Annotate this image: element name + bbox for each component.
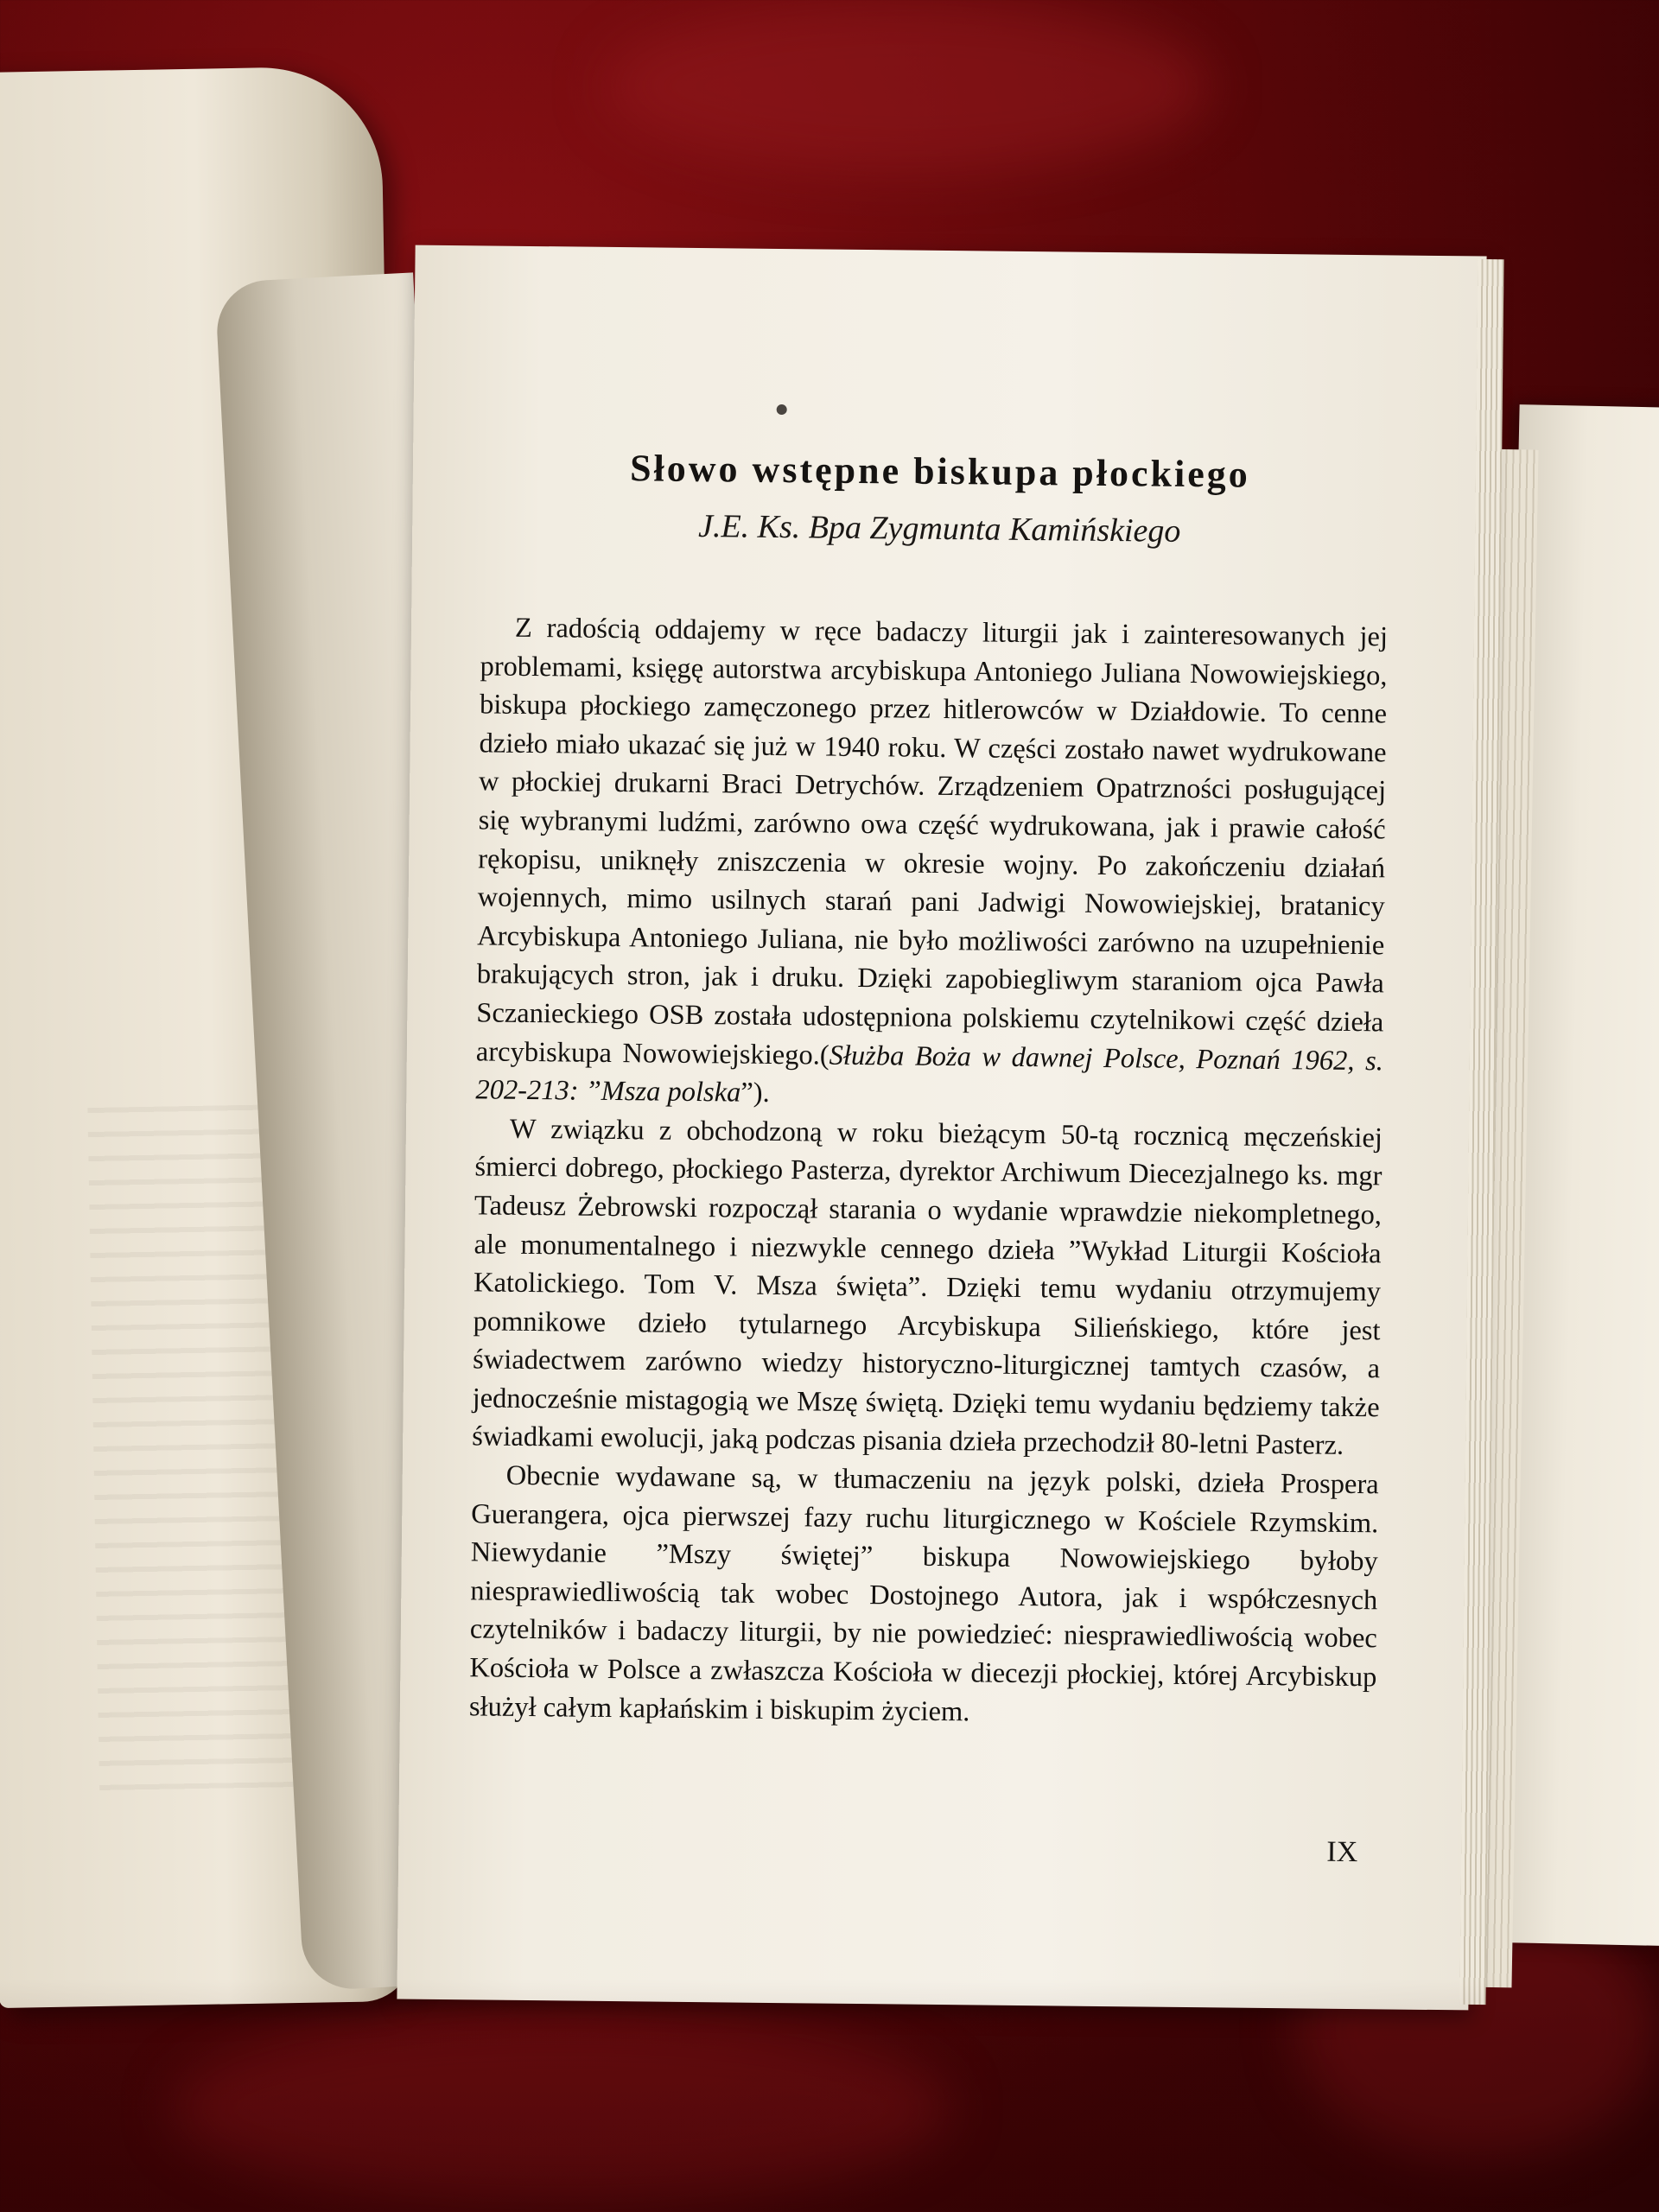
- paragraph-text: ”).: [741, 1077, 770, 1109]
- book-page: [397, 245, 1486, 2011]
- page-title: Słowo wstępne biskupa płockiego: [629, 447, 1251, 496]
- paragraph-text: Z radością oddajemy w ręce badaczy liturgii jak i zainteresowanych jej problemami, księgę autorstwa arcybiskupa Antoniego Juliana Nowowiejskiego, biskupa płockiego zamęczonego przez hitlerowców w Działdowie. To cenne dzieło miało ukazać się już w 1940 roku. W części zostało nawet wydrukowane w płockiej drukarni Braci Detrychów. Zrządzeniem Opatrzności posługującej się wybranymi ludźmi, zarówno owa część wydrukowana, jak i prawie całość rękopisu, uniknęły zniszczenia w okresie wojny. Po zakończeniu działań wojennych, mimo usilnych starań pani Jadwigi Nowowiejskiej, bratanicy Arcybiskupa Antoniego Juliana, nie było możliwości zarówno na uzupełnienie brakujących stron, jak i druku. Dzięki zapobiegliwym staraniom ojca Pawła Sczanieckiego OSB została udostępniona polskiemu czytelnikowi część dzieła arcybiskupa Nowowiejskiego.(: [475, 612, 1389, 1071]
- page-body: [469, 608, 1388, 1735]
- paragraph: W związku z obchodzoną w roku bieżącym 50-tą rocznicą męczeńskiej śmierci dobrego, płockiego Pasterza, dyrektor Archiwum Diecezjalnego ks. mgr Tadeusz Żebrowski rozpoczął starania o wydanie wprawdzie niekompletnego, ale monumentalnego i niezwykle cennego dzieła ”Wykład Liturgii Kościoła Katolickiego. Tom V. Msza święta”. Dzięki temu wydaniu otrzymujemy pomnikowe dzieło tytularnego Arcybiskupa Silieńskiego, które jest świadectwem zarówno wiedzy historyczno-liturgicznej tamtych czasów, a jednocześnie mistagogią we Mszę świętą. Dzięki temu wydaniu będziemy także świadkami ewolucji, jaką podczas pisania dzieła przechodził 80-letni Pasterz.: [472, 1113, 1383, 1462]
- fabric-highlight: [605, 0, 1210, 173]
- paragraph: Obecnie wydawane są, w tłumaczeniu na język polski, dzieła Prospera Guerangera, ojca pierwszej fazy ruchu liturgicznego w Kościele Rzymskim. Niewydanie ”Mszy świętej” biskupa Nowowiejskiego byłoby niesprawiedliwością tak wobec Dostojnego Autora, jak i współczesnych czytelników i badaczy liturgii, by nie powiedzieć: niesprawiedliwością wobec Kościoła w Polsce a zwłaszcza Kościoła w diecezji płockiej, której Arcybiskup służył całym kapłańskim i biskupim życiem.: [468, 1459, 1379, 1728]
- citation-italic: Służba Boża w dawnej Polsce, Poznań 1962, s. 202-213: ”Msza polska: [475, 1039, 1384, 1109]
- paragraph: [475, 608, 1388, 1119]
- bottom-shadow: [0, 1979, 1659, 2212]
- page-number: IX: [1326, 1835, 1358, 1869]
- page-content: [405, 245, 1460, 2010]
- page-subtitle: J.E. Ks. Bpa Zygmunta Kamińskiego: [697, 508, 1181, 550]
- ink-dot: [777, 404, 787, 415]
